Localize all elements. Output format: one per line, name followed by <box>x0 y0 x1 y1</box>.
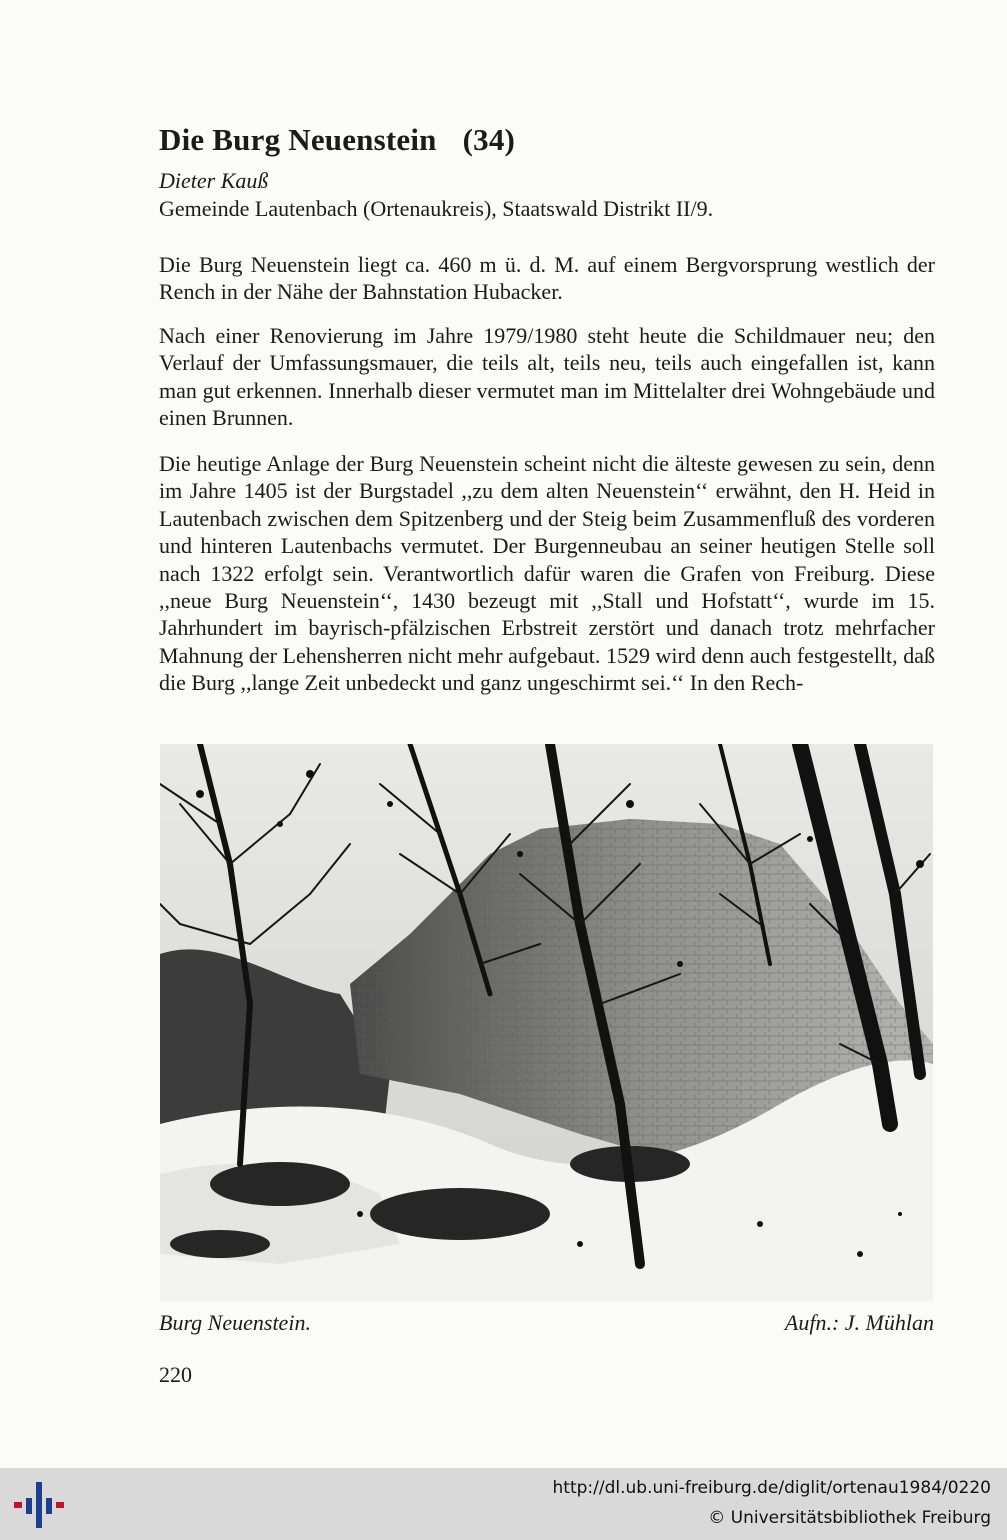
photo-caption: Burg Neuenstein. <box>159 1310 311 1335</box>
paragraph-3: Die heutige Anlage der Burg Neuenstein scheint nicht die älteste gewesen zu sein, denn im Jahre 1405 ist der Burgstadel ,,zu dem alten Neuenstein‘‘ erwähnt, den H. Heid in Lautenbach zwischen dem Spitzenberg und der Steig beim Zusammenfluß des vorderen und hinteren Lautenbachs vermutet. Der Burgenneubau an seiner heutigen Stelle soll nach 1322 erfolgt sein. Verantwortlich dafür waren die Grafen von Freiburg. Diese ,,neue Burg Neuenstein‘‘, 1430 bezeugt mit ,,Stall und Hofstatt‘‘, wurde im 15. Jahrhundert im bayrisch-pfälzischen Erbstreit zerstört und danach trotz mehrfacher Mahnung der Lehensherren nicht mehr aufgebaut. 1529 wird denn auch festgestellt, daß die Burg ,,lange Zeit unbedeckt und ganz ungeschirmt sei.‘‘ In den Rech- <box>159 451 935 696</box>
footer-url[interactable]: http://dl.ub.uni-freiburg.de/diglit/ortenau1984/0220 <box>552 1478 991 1498</box>
photo-credit: Aufn.: J. Mühlan <box>784 1310 934 1335</box>
article-author: Dieter Kauß <box>159 168 269 193</box>
article-number: (34) <box>462 122 516 157</box>
page-number: 220 <box>159 1362 192 1387</box>
footer-bar <box>0 1468 1007 1540</box>
footer-copyright: © Universitätsbibliothek Freiburg <box>708 1508 991 1528</box>
ub-freiburg-logo-icon <box>10 1476 66 1532</box>
article-title-text: Die Burg Neuenstein <box>159 122 437 157</box>
article-location: Gemeinde Lautenbach (Ortenaukreis), Staatswald Distrikt II/9. <box>159 196 714 221</box>
castle-photo <box>160 744 933 1301</box>
article-title <box>159 122 515 158</box>
castle-ruin-snow-picture <box>160 744 933 1301</box>
paragraph-1: Die Burg Neuenstein liegt ca. 460 m ü. d. M. auf einem Bergvorsprung westlich der Rench in der Nähe der Bahnstation Hubacker. <box>159 252 935 305</box>
paragraph-2: Nach einer Renovierung im Jahre 1979/1980 steht heute die Schildmauer neu; den Verlauf der Umfassungsmauer, die teils alt, teils neu, teils auch eingefallen ist, kann man gut erkennen. Innerhalb dieser vermutet man im Mittelalter drei Wohngebäude und einen Brunnen. <box>159 323 935 431</box>
